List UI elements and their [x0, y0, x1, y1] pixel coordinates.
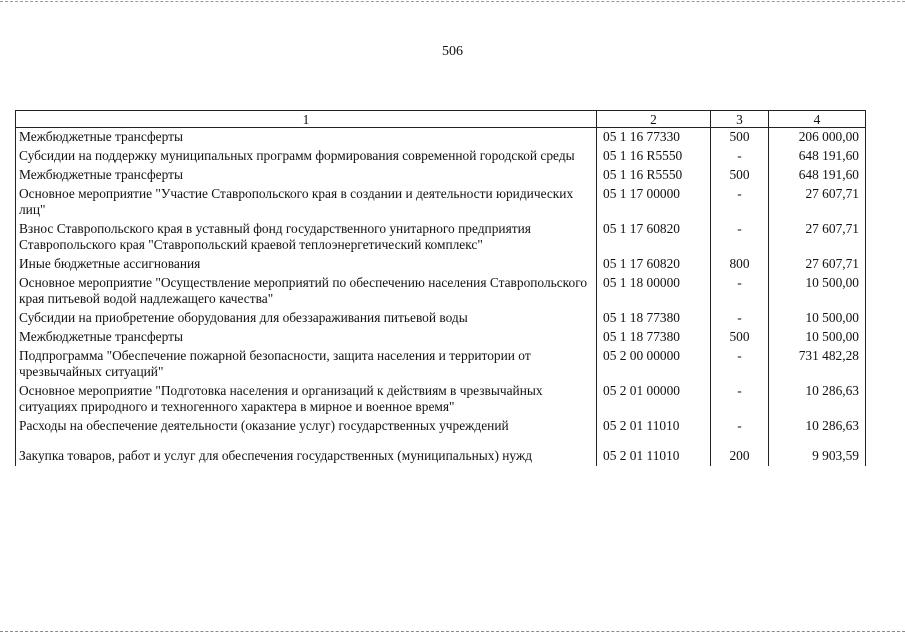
- row-code: 05 2 01 11010: [597, 417, 711, 436]
- table-row: [16, 185, 866, 220]
- row-name: Взнос Ставропольского края в уставный фонд государственного унитарного предприятия Ставропольского края "Ставропольский краевой теплоэнергетический комплекс": [16, 220, 597, 255]
- row-amount: 648 191,60: [769, 166, 866, 185]
- row-type: -: [711, 417, 769, 436]
- row-code: 05 1 18 00000: [597, 274, 711, 309]
- row-code: 05 2 01 11010: [597, 436, 711, 466]
- table-row: [16, 255, 866, 274]
- top-edge-line: [0, 1, 905, 2]
- row-amount: 10 286,63: [769, 417, 866, 436]
- row-code: 05 1 16 77330: [597, 128, 711, 148]
- row-type: 500: [711, 166, 769, 185]
- table-row: [16, 347, 866, 382]
- row-amount: 731 482,28: [769, 347, 866, 382]
- row-name: Основное мероприятие "Участие Ставропольского края в создании и деятельности юридических лиц": [16, 185, 597, 220]
- table-body: [16, 128, 866, 467]
- table-row: [16, 309, 866, 328]
- row-amount: 10 500,00: [769, 309, 866, 328]
- row-code: 05 1 16 R5550: [597, 147, 711, 166]
- row-name: Подпрограмма "Обеспечение пожарной безопасности, защита населения и территории от чрезвычайных ситуаций": [16, 347, 597, 382]
- row-amount: 27 607,71: [769, 185, 866, 220]
- row-name: Основное мероприятие "Осуществление мероприятий по обеспечению населения Ставропольского края питьевой водой надлежащего качества": [16, 274, 597, 309]
- row-name: Межбюджетные трансферты: [16, 328, 597, 347]
- row-amount: 27 607,71: [769, 255, 866, 274]
- table-row: [16, 436, 866, 466]
- column-header-3: 3: [711, 111, 769, 128]
- row-code: 05 2 01 00000: [597, 382, 711, 417]
- row-code: 05 1 18 77380: [597, 328, 711, 347]
- row-code: 05 1 17 00000: [597, 185, 711, 220]
- budget-table: [15, 110, 866, 466]
- row-name: Основное мероприятие "Подготовка населения и организаций к действиям в чрезвычайных ситуациях природного и техногенного характера в мирное и военное время": [16, 382, 597, 417]
- row-code: 05 2 00 00000: [597, 347, 711, 382]
- table-row: [16, 147, 866, 166]
- row-name: Расходы на обеспечение деятельности (оказание услуг) государственных учреждений: [16, 417, 597, 436]
- row-amount: 10 286,63: [769, 382, 866, 417]
- row-code: 05 1 17 60820: [597, 220, 711, 255]
- row-amount: 206 000,00: [769, 128, 866, 148]
- page-number: 506: [442, 44, 463, 59]
- table-row: [16, 328, 866, 347]
- row-type: -: [711, 147, 769, 166]
- table-header: [16, 111, 866, 128]
- row-name: Субсидии на поддержку муниципальных программ формирования современной городской среды: [16, 147, 597, 166]
- row-type: -: [711, 309, 769, 328]
- row-type: 800: [711, 255, 769, 274]
- row-amount: 10 500,00: [769, 274, 866, 309]
- row-name: Закупка товаров, работ и услуг для обеспечения государственных (муниципальных) нужд: [16, 436, 597, 466]
- column-header-2: 2: [597, 111, 711, 128]
- row-name: Межбюджетные трансферты: [16, 128, 597, 148]
- row-amount: 27 607,71: [769, 220, 866, 255]
- table-row: [16, 417, 866, 436]
- row-amount: 10 500,00: [769, 328, 866, 347]
- row-type: 200: [711, 436, 769, 466]
- row-code: 05 1 17 60820: [597, 255, 711, 274]
- row-type: -: [711, 382, 769, 417]
- table-row: [16, 220, 866, 255]
- row-type: -: [711, 347, 769, 382]
- column-header-1: 1: [16, 111, 597, 128]
- row-amount: 648 191,60: [769, 147, 866, 166]
- row-name: Иные бюджетные ассигнования: [16, 255, 597, 274]
- row-type: -: [711, 185, 769, 220]
- row-amount: 9 903,59: [769, 436, 866, 466]
- row-type: 500: [711, 128, 769, 148]
- row-code: 05 1 16 R5550: [597, 166, 711, 185]
- row-type: -: [711, 220, 769, 255]
- row-code: 05 1 18 77380: [597, 309, 711, 328]
- bottom-edge-line: [0, 631, 905, 632]
- table-row: [16, 128, 866, 148]
- table-row: [16, 166, 866, 185]
- row-name: Субсидии на приобретение оборудования для обеззараживания питьевой воды: [16, 309, 597, 328]
- column-header-4: 4: [769, 111, 866, 128]
- row-type: 500: [711, 328, 769, 347]
- header-row: [16, 111, 866, 128]
- table-row: [16, 274, 866, 309]
- row-type: -: [711, 274, 769, 309]
- table-row: [16, 382, 866, 417]
- row-name: Межбюджетные трансферты: [16, 166, 597, 185]
